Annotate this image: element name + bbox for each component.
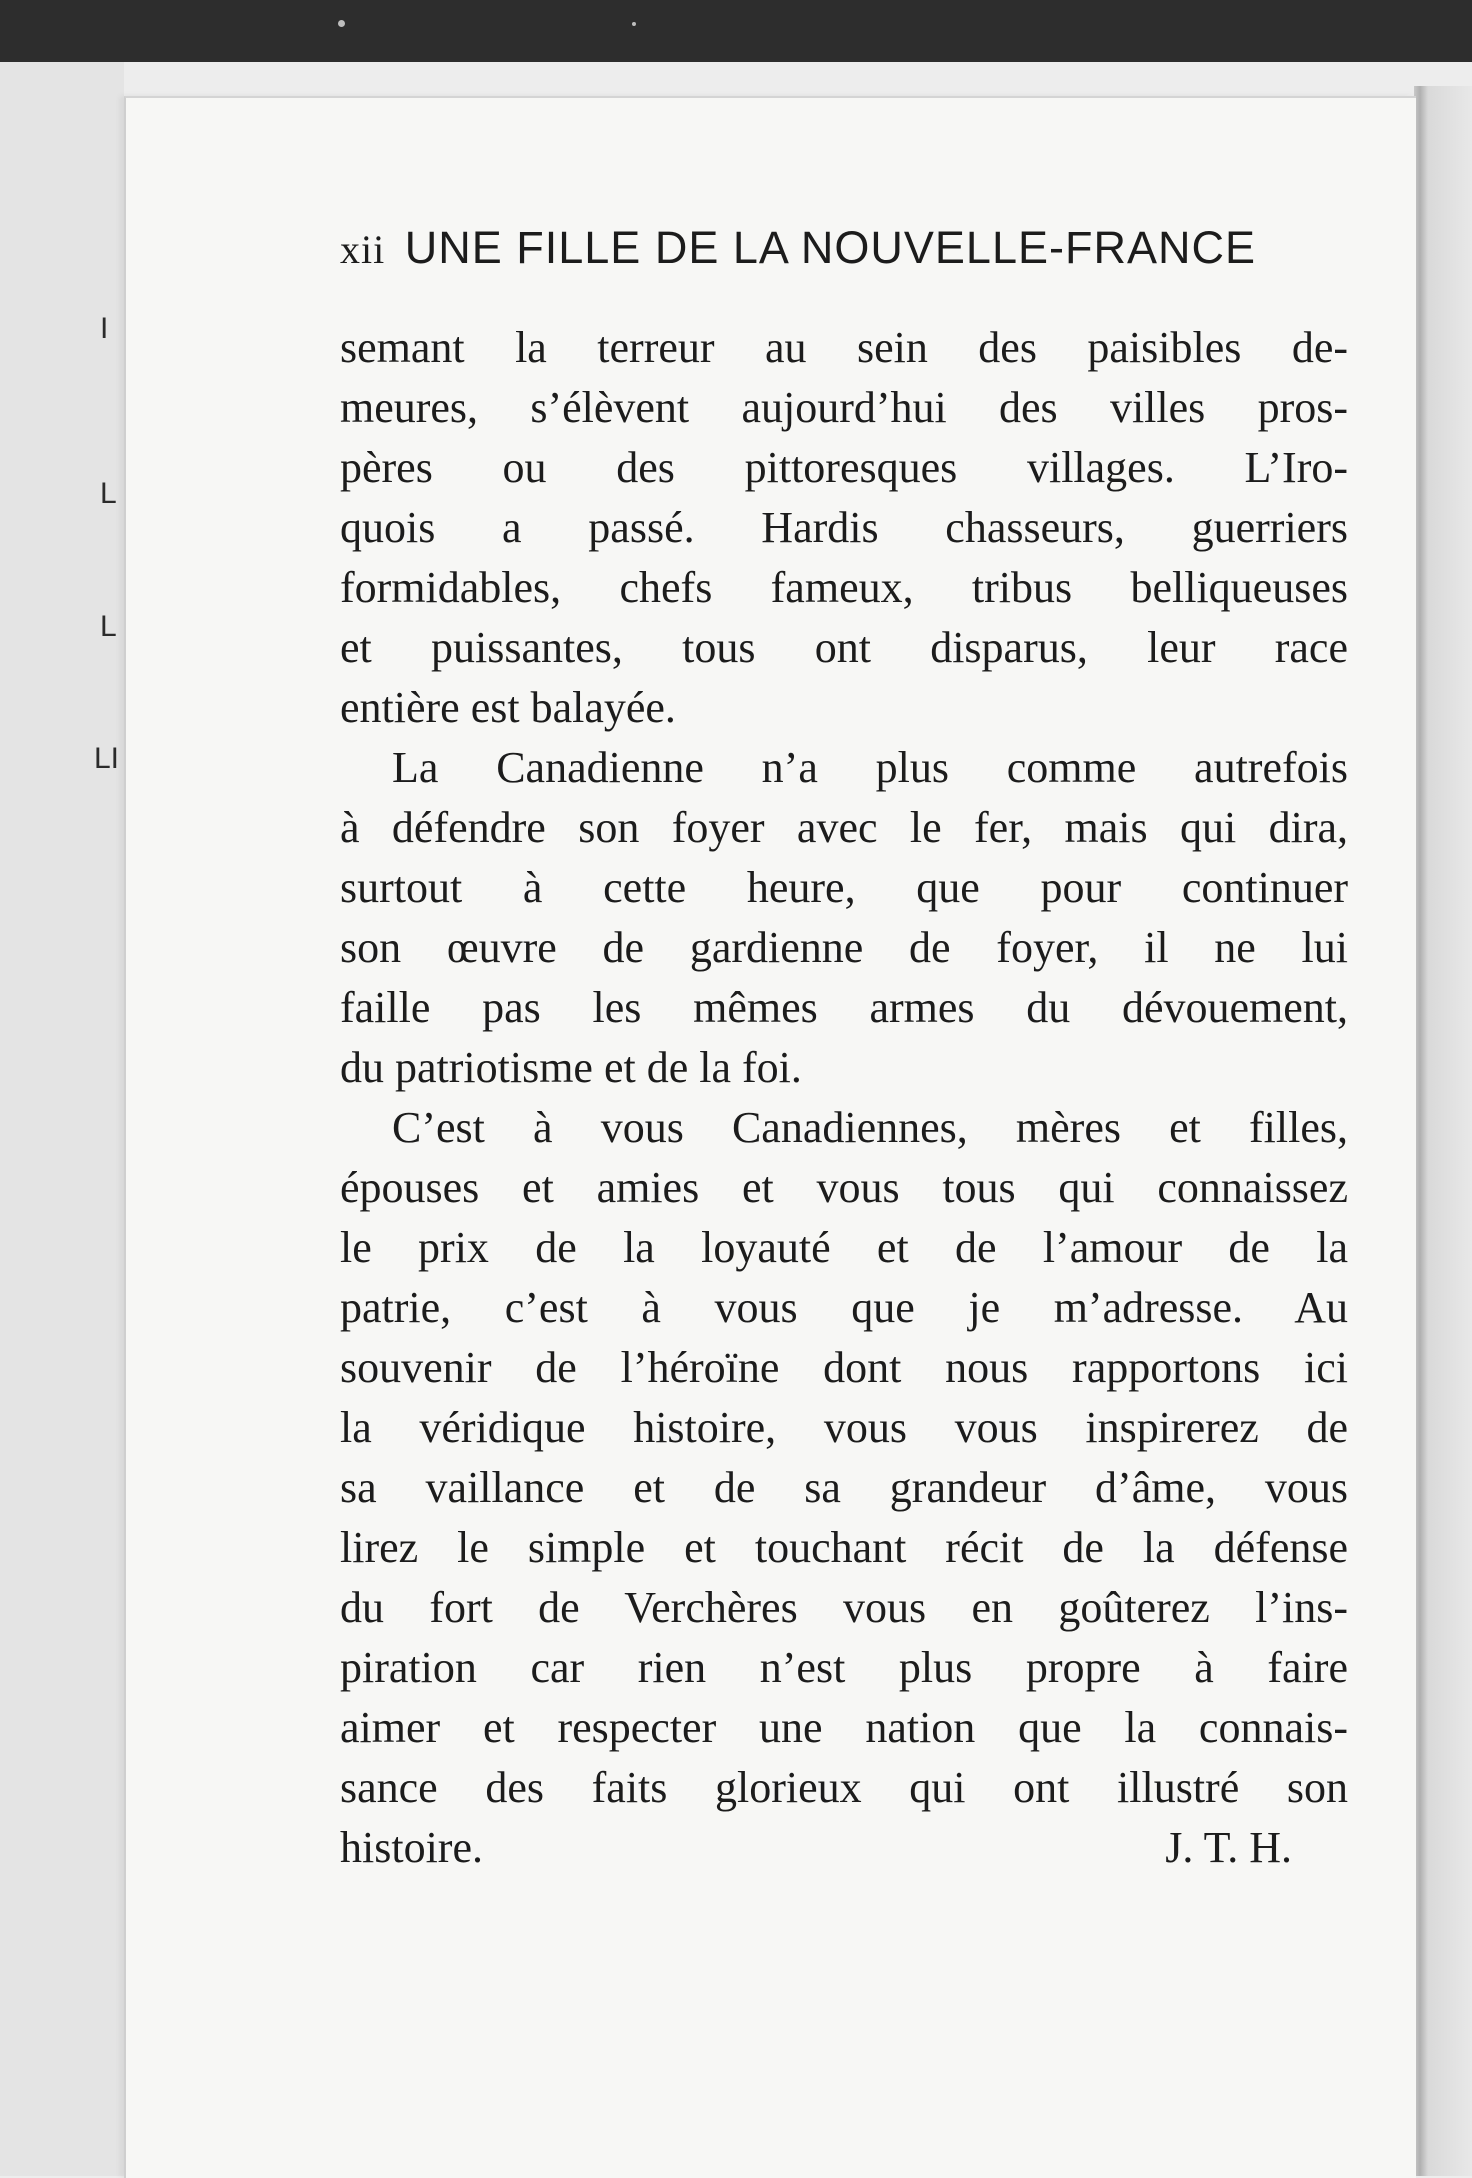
text-line: La Canadienne n’a plus comme autrefois — [392, 743, 1348, 792]
text-line: patrie, c’est à vous que je m’adresse. Au — [340, 1283, 1348, 1332]
facing-page-letter: I — [100, 312, 109, 345]
text-line: aimer et respecter une nation que la connais- — [340, 1703, 1348, 1752]
text-line: entière est balayée. — [340, 683, 676, 732]
text-line: sa vaillance et de sa grandeur d’âme, vous — [340, 1463, 1348, 1512]
text-line: à défendre son foyer avec le fer, mais qui dira, — [340, 803, 1348, 852]
text-line: du patriotisme et de la foi. — [340, 1043, 802, 1092]
closing-line — [340, 1818, 1348, 1878]
dust-speck — [338, 20, 345, 27]
text-line: histoire. — [340, 1823, 483, 1872]
text-line: C’est à vous Canadiennes, mères et filles, — [392, 1103, 1348, 1152]
facing-page-letter: L — [100, 477, 117, 510]
paragraph — [340, 738, 1348, 1098]
dust-speck — [632, 22, 636, 26]
text-line: son œuvre de gardienne de foyer, il ne lui — [340, 923, 1348, 972]
running-header — [340, 222, 1340, 274]
text-line: semant la terreur au sein des paisibles de- — [340, 323, 1348, 372]
scanner-top-band — [0, 0, 1472, 62]
page-number: xii — [340, 227, 386, 272]
body-text — [340, 318, 1348, 1878]
paragraph — [340, 318, 1348, 738]
text-line: piration car rien n’est plus propre à faire — [340, 1643, 1348, 1692]
text-line: souvenir de l’héroïne dont nous rapportons ici — [340, 1343, 1348, 1392]
paragraph — [340, 1098, 1348, 1878]
text-line: épouses et amies et vous tous qui connaissez — [340, 1163, 1348, 1212]
text-line: la véridique histoire, vous vous inspirerez de — [340, 1403, 1348, 1452]
running-title: UNE FILLE DE LA NOUVELLE-FRANCE — [404, 222, 1256, 273]
text-line: sance des faits glorieux qui ont illustré son — [340, 1763, 1348, 1812]
text-line: formidables, chefs fameux, tribus belliqueuses — [340, 563, 1348, 612]
facing-page-letter: LI — [94, 742, 120, 775]
text-line: lirez le simple et touchant récit de la défense — [340, 1523, 1348, 1572]
text-line: le prix de la loyauté et de l’amour de la — [340, 1223, 1348, 1272]
text-line: surtout à cette heure, que pour continuer — [340, 863, 1348, 912]
text-line: du fort de Verchères vous en goûterez l’ins- — [340, 1583, 1348, 1632]
text-line: pères ou des pittoresques villages. L’Iro- — [340, 443, 1348, 492]
text-line: quois a passé. Hardis chasseurs, guerriers — [340, 503, 1348, 552]
facing-page-letter: L — [100, 610, 117, 643]
facing-page-edge — [0, 62, 124, 2176]
text-line: faille pas les mêmes armes du dévouement, — [340, 983, 1348, 1032]
text-line: meures, s’élèvent aujourd’hui des villes pros- — [340, 383, 1348, 432]
author-signature: J. T. H. — [1165, 1823, 1292, 1872]
text-line: et puissantes, tous ont disparus, leur race — [340, 623, 1348, 672]
binding-edge — [1414, 86, 1472, 2176]
